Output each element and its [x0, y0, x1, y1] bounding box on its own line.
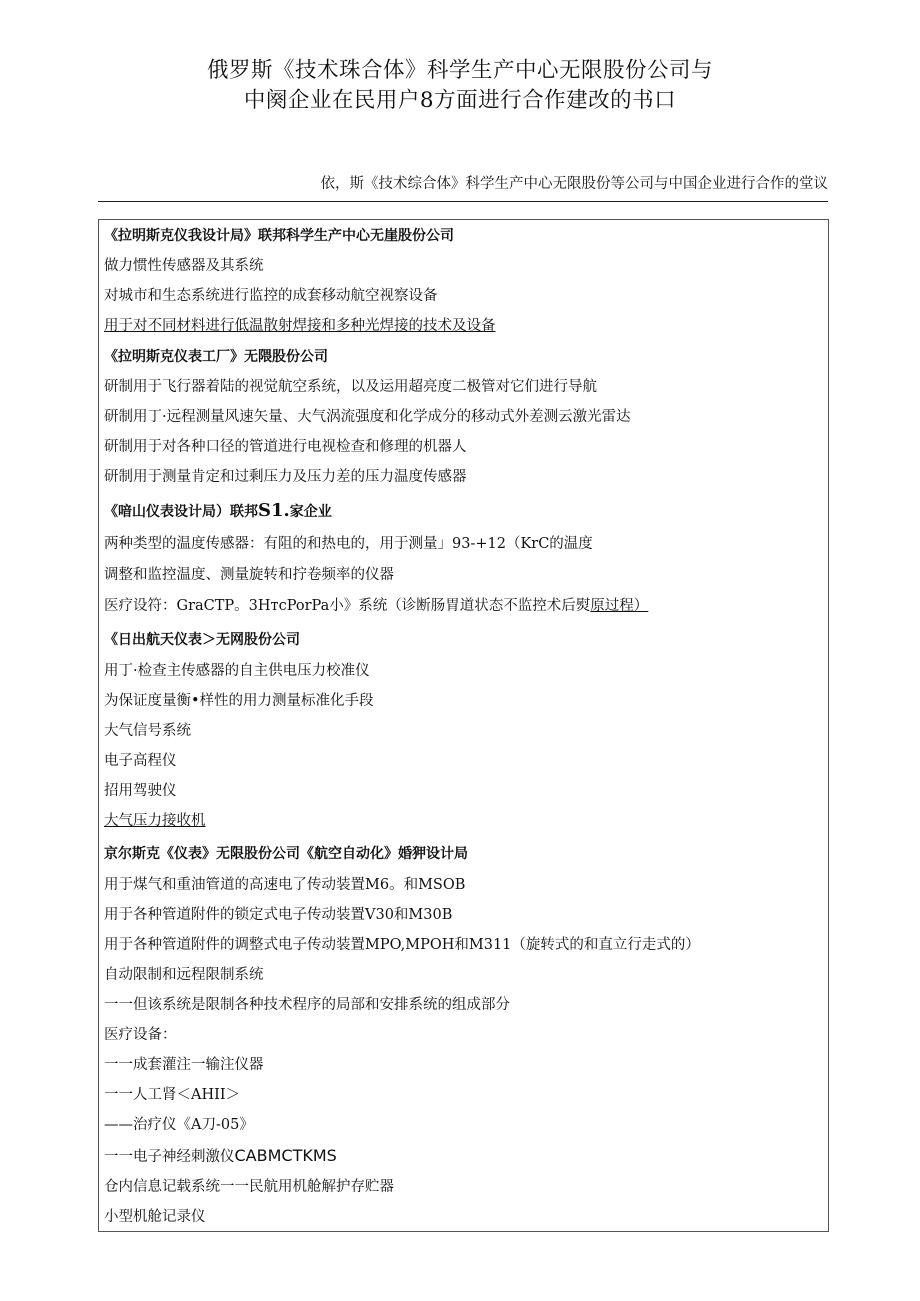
list-item: 仓内信息记载系统一一民航用机舱解护存贮器 [104, 1179, 394, 1195]
list-item: 用丁·检查主传感器的自主供电压力校准仪 [104, 663, 370, 679]
list-item: 对城市和生态系统进行监控的成套移动航空视察设备 [104, 288, 438, 304]
company-heading-4: 《日出航天仪表＞无网股份公司 [104, 632, 300, 648]
list-item: 一一但该系统是限制各种技术程序的局部和安排系统的组成部分 [104, 997, 510, 1013]
subtitle-rule [98, 201, 828, 202]
company-heading-1: 《拉明斯克仪我设计局》联邦科学生产中心无崖股份公司 [104, 228, 454, 244]
title-line-2: 中阕企业在民用户8方面进行合作建改的书口 [243, 88, 677, 113]
list-item: 小型机舱记录仪 [104, 1209, 206, 1225]
list-item: 研制用于飞行器着陆的视觉航空系统，以及运用超亮度二极管对它们进行导航 [104, 379, 597, 395]
subtitle: 依，斯《技术综合体》科学生产中心无限股份等公司与中国企业进行合作的堂议 [320, 176, 828, 192]
list-item: 招用驾驶仪 [104, 783, 177, 799]
list-item: 研制用丁·远程测量风速矢量、大气涡流强度和化学成分的移动式外差测云激光雷达 [104, 409, 631, 425]
list-item-text: 一一电子神经刺激仪 [104, 1149, 235, 1165]
list-item: 医疗设备： [104, 1027, 177, 1043]
list-item: 调整和监控温度、测量旋转和拧卷频率的仪器 [104, 567, 394, 583]
list-item: ——治疗仪《A刀-05》 [104, 1117, 254, 1133]
document-title [0, 56, 920, 116]
list-item: 用于煤气和重油管道的高速电了传动装置M6。和MSOB [104, 877, 466, 893]
list-item: 用于对不同材料进行低温散射焊接和多种光焊接的技术及设备 [104, 318, 496, 334]
list-item [104, 1146, 337, 1167]
heading-part: S1. [258, 500, 290, 521]
list-item-text: 原过程） [590, 598, 649, 614]
list-item: 做力惯性传感器及其系统 [104, 258, 264, 274]
list-item: 研制用于对各种口径的管道进行电视检查和修理的机器人 [104, 439, 467, 455]
heading-part: 《喑山仪表设计局）联邦 [104, 504, 258, 520]
list-item: 两种类型的温度传感器：有阻的和热电的，用于测量」93-+12（KrC的温度 [104, 536, 593, 552]
list-item: 用于各种管道附件的调整式电子传动装置MPO,MPOH和M311（旋转式的和直立行走式的） [104, 937, 700, 953]
list-item [104, 596, 648, 616]
list-item: 大气信号系统 [104, 723, 191, 739]
company-heading-2: 《拉明斯克仪表工厂》无隈股份公司 [104, 349, 328, 365]
list-item: 大气压力接收机 [104, 813, 206, 829]
list-item: 电子高程仪 [104, 753, 177, 769]
content-box [98, 219, 829, 1232]
list-item: 为保证度量衡•样性的用力测量标准化手段 [104, 693, 374, 709]
list-item-text: 医疗设符：GraCTP。3HтcPorPa小》系统（诊断肠胃道状态不监控术后熨 [104, 598, 591, 614]
list-item-text: CABMCTKMS [234, 1146, 337, 1165]
list-item: 一一人工肾＜AHII＞ [104, 1087, 241, 1103]
company-heading-3 [104, 501, 332, 522]
heading-part: 家企业 [289, 504, 332, 520]
list-item: 一一成套灌注一输注仪器 [104, 1057, 264, 1073]
company-heading-5: 京尔斯克《仪表》无限股份公司《航空自动化》婚狎设计局 [104, 846, 468, 862]
list-item: 研制用于测量肯定和过剩压力及压力差的压力温度传感器 [104, 469, 467, 485]
list-item: 自动限制和远程限制系统 [104, 967, 264, 983]
title-line-1: 俄罗斯《技术珠合体》科学生产中心无限股份公司与 [206, 58, 713, 83]
list-item: 用于各种管道附件的锁定式电子传动装置V30和M30B [104, 907, 453, 923]
